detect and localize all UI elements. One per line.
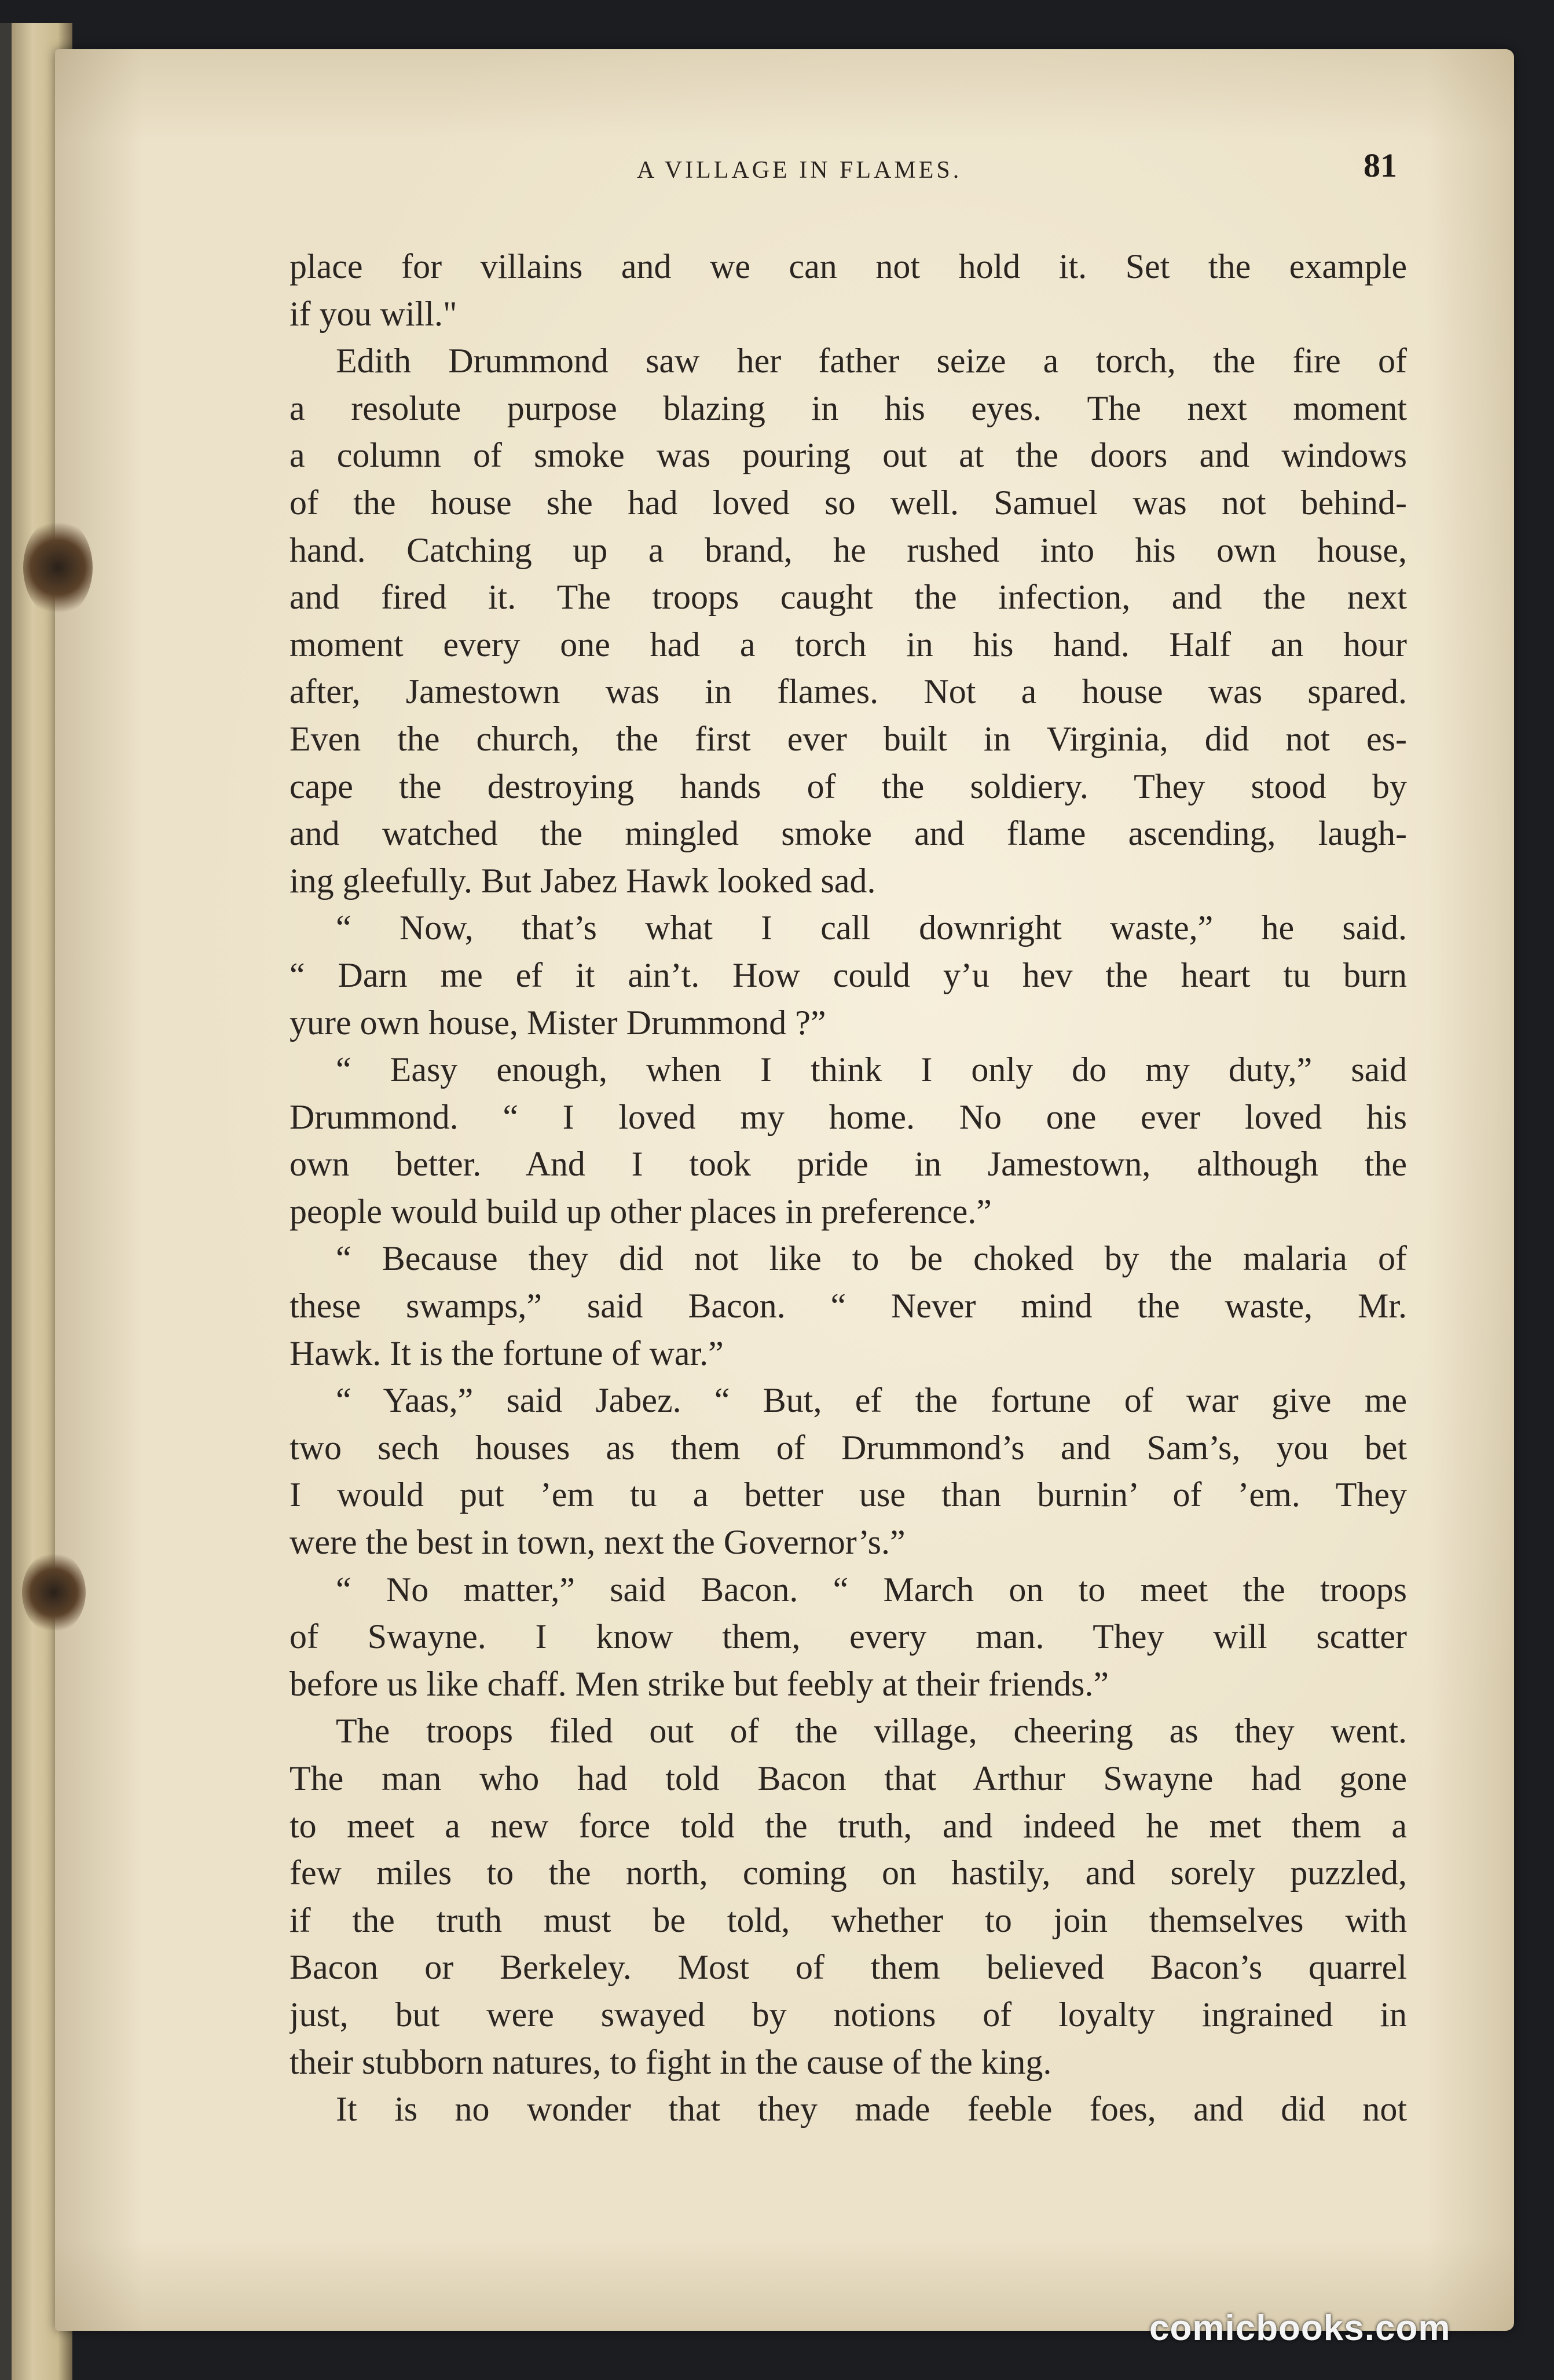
text-line: were the best in town, next the Governor’s.” [289, 1523, 906, 1562]
text-line: The man who had told Bacon that Arthur Swayne had gone [289, 1759, 1407, 1797]
text-line: a resolute purpose blazing in his eyes. The next moment [289, 389, 1407, 427]
text-line: their stubborn natures, to fight in the cause of the king. [289, 2042, 1052, 2081]
text-line: hand. Catching up a brand, he rushed into his own house, [289, 530, 1407, 569]
text-line: if the truth must be told, whether to join themselves with [289, 1901, 1407, 1939]
book-binding [0, 23, 12, 2380]
text-line: “ Yaas,” said Jabez. “ But, ef the fortune of war give me [336, 1381, 1407, 1420]
text-line: to meet a new force told the truth, and indeed he met them a [289, 1806, 1407, 1845]
page-number: 81 [1364, 147, 1397, 184]
page-damage-hole [23, 518, 93, 617]
page-damage-hole [22, 1552, 86, 1633]
text-line: just, but were swayed by notions of loyalty ingrained in [289, 1995, 1407, 2034]
text-line: It is no wonder that they made feeble foes, and did not [336, 2090, 1407, 2129]
running-head: A VILLAGE IN FLAMES. [637, 157, 962, 184]
text-line: “ Because they did not like to be choked by the malaria of [336, 1239, 1407, 1278]
text-line: after, Jamestown was in flames. Not a house was spared. [289, 672, 1407, 711]
text-line: own better. And I took pride in Jamestown, although the [289, 1145, 1407, 1184]
text-line: “ Darn me ef it ain’t. How could y’u hev the heart tu burn [289, 955, 1407, 994]
text-line: place for villains and we can not hold it. Set the example [289, 247, 1407, 285]
text-line: if you will." [289, 294, 457, 333]
text-line: ing gleefully. But Jabez Hawk looked sad. [289, 861, 876, 900]
text-line: Drummond. “ I loved my home. No one ever loved his [289, 1097, 1407, 1136]
text-line: and fired it. The troops caught the infection, and the next [289, 578, 1407, 617]
text-line: of Swayne. I know them, every man. They will scatter [289, 1617, 1407, 1656]
text-line: Even the church, the first ever built in Virginia, did not es- [289, 719, 1407, 758]
text-line: “ Easy enough, when I think I only do my duty,” said [336, 1050, 1407, 1089]
text-line: and watched the mingled smoke and flame ascending, laugh- [289, 814, 1407, 853]
text-line: yure own house, Mister Drummond ?” [289, 1003, 826, 1042]
text-line: Edith Drummond saw her father seize a torch, the fire of [336, 342, 1407, 380]
watermark-text: comicbooks.com [1149, 2308, 1451, 2348]
text-line: two sech houses as them of Drummond’s and Sam’s, you bet [289, 1428, 1407, 1467]
text-line: moment every one had a torch in his hand. Half an hour [289, 625, 1407, 664]
body-text [289, 243, 1407, 2133]
text-line: Hawk. It is the fortune of war.” [289, 1334, 724, 1372]
text-line: these swamps,” said Bacon. “ Never mind the waste, Mr. [289, 1287, 1407, 1326]
text-line: a column of smoke was pouring out at the doors and windows [289, 436, 1407, 475]
text-line: of the house she had loved so well. Samuel was not behind- [289, 483, 1407, 522]
text-line: people would build up other places in preference.” [289, 1192, 992, 1231]
text-line: I would put ’em tu a better use than burnin’ of ’em. They [289, 1475, 1407, 1514]
text-line: “ Now, that’s what I call downright waste,” he said. [336, 909, 1407, 947]
text-line: “ No matter,” said Bacon. “ March on to meet the troops [336, 1570, 1407, 1609]
text-line: few miles to the north, coming on hastily, and sorely puzzled, [289, 1854, 1407, 1892]
text-line: cape the destroying hands of the soldiery. They stood by [289, 767, 1407, 805]
text-line: before us like chaff. Men strike but feebly at their friends.” [289, 1664, 1109, 1703]
text-line: Bacon or Berkeley. Most of them believed Bacon’s quarrel [289, 1948, 1407, 1987]
text-line: The troops filed out of the village, cheering as they went. [336, 1712, 1407, 1751]
